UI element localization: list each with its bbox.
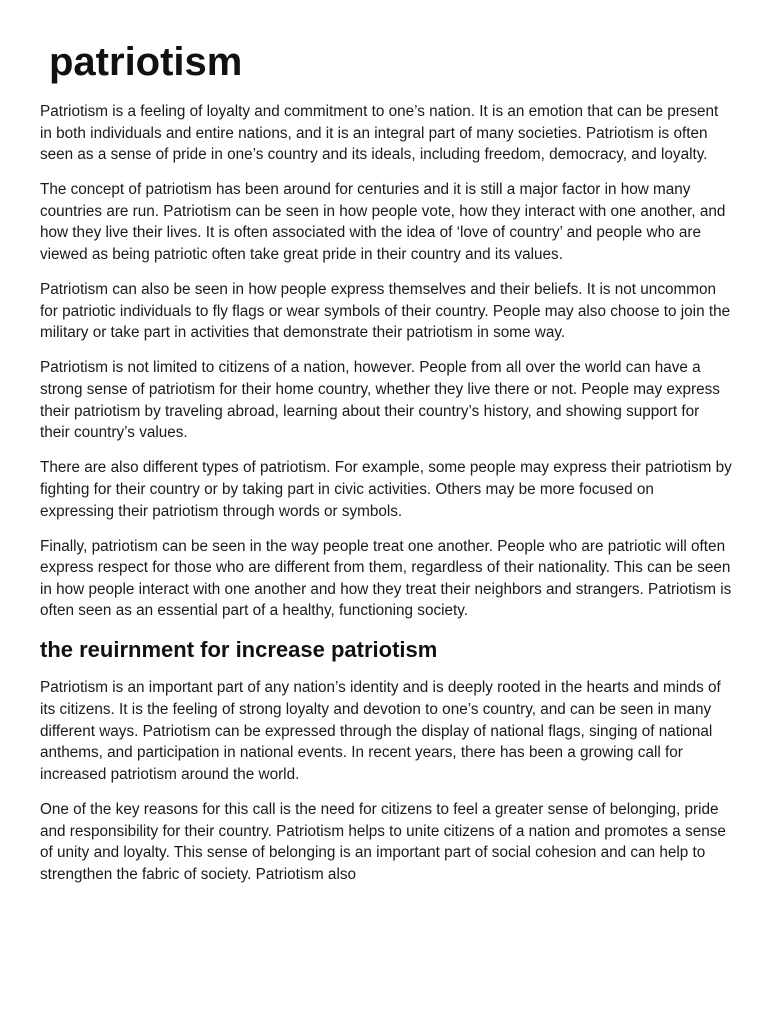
section-heading: the reuirnment for increase patriotism <box>40 637 438 663</box>
article-body <box>40 101 732 899</box>
paragraph: Patriotism is a feeling of loyalty and commitment to one’s nation. It is an emotion that can be present in both individuals and entire nations, and it is an integral part of many societies. Patriotism is often seen as a sense of pride in one’s country and its ideals, including freedom, democracy, and loyalty. <box>40 103 719 164</box>
paragraph: Patriotism is not limited to citizens of a nation, however. People from all over the world can have a strong sense of patriotism for their home country, whether they live there or not. People may express their patriotism by traveling abroad, learning about their country’s history, and showing support for their country’s values. <box>40 359 720 442</box>
page-title: patriotism <box>49 40 243 84</box>
paragraph: One of the key reasons for this call is the need for citizens to feel a greater sense of belonging, pride and responsibility for their country. Patriotism helps to unite citizens of a nation and promotes a sense of unity and loyalty. This sense of belonging is an important part of social cohesion and can help to strengthen the fabric of society. Patriotism also <box>40 800 726 883</box>
paragraph: Patriotism is an important part of any nation’s identity and is deeply rooted in the hearts and minds of its citizens. It is the feeling of strong loyalty and devotion to one’s country, and can be seen in many different ways. Patriotism can be expressed through the display of national flags, singing of national anthems, and participation in national events. In recent years, there has been a growing call for increased patriotism around the world. <box>40 679 721 783</box>
paragraph: Finally, patriotism can be seen in the way people treat one another. People who are patriotic will often express respect for those who are different from them, regardless of their nationality. This can be seen in how people interact with one another and how they treat their neighbors and strangers. Patriotism is often seen as an essential part of a healthy, functioning society. <box>40 537 732 620</box>
paragraph: Patriotism can also be seen in how people express themselves and their beliefs. It is not uncommon for patriotic individuals to fly flags or wear symbols of their country. People may also choose to join the military or take part in activities that demonstrate their patriotism in some way. <box>40 281 731 342</box>
paragraph: The concept of patriotism has been around for centuries and it is still a major factor in how many countries are run. Patriotism can be seen in how people vote, how they interact with one another, and how they live their lives. It is often associated with the idea of ‘love of country’ and people who are viewed as being patriotic often take great pride in their country and its values. <box>40 181 726 264</box>
paragraph: There are also different types of patriotism. For example, some people may express their patriotism by fighting for their country or by taking part in civic activities. Others may be more focused on expressing their patriotism through words or symbols. <box>40 459 732 520</box>
